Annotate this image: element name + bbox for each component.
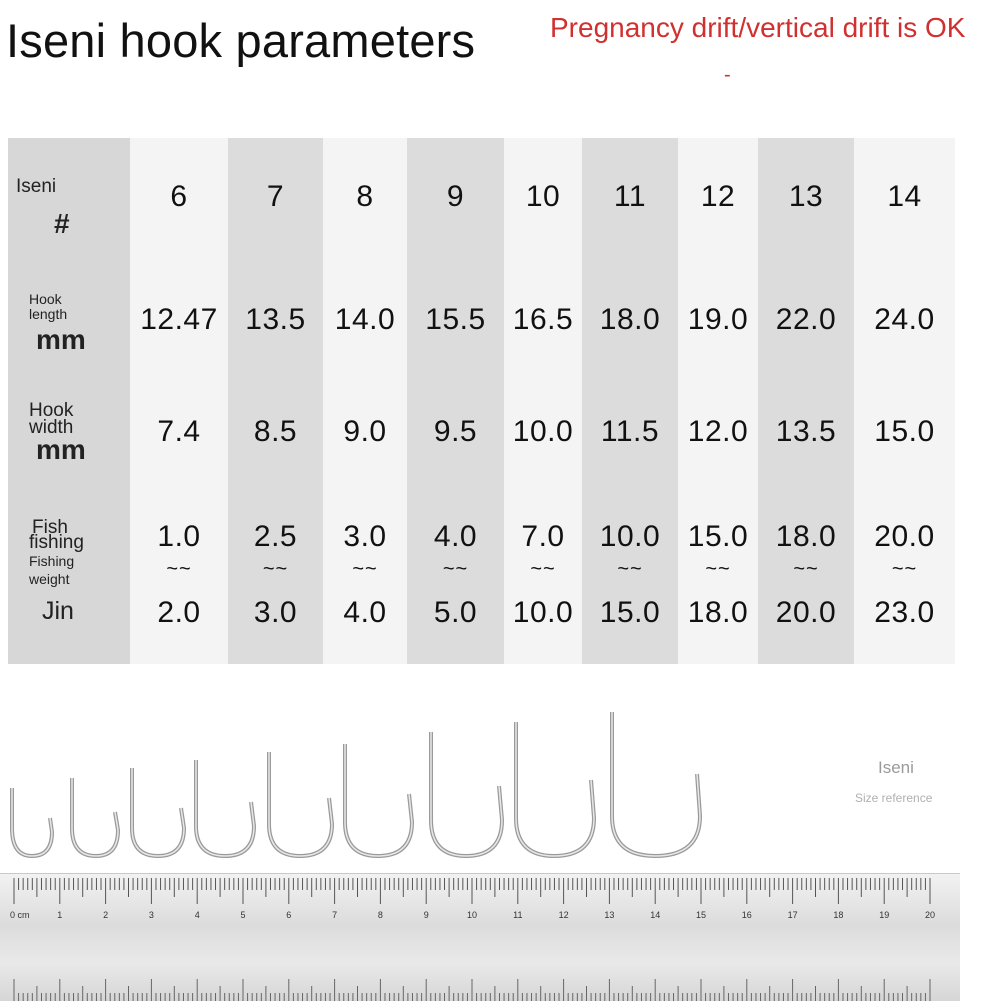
hook-width: 13.5 xyxy=(775,415,837,448)
size-number: 11 xyxy=(613,180,647,213)
weight-max: 18.0 xyxy=(687,596,749,629)
ruler-label: 15 xyxy=(695,910,707,920)
hook-width: 9.0 xyxy=(343,415,387,448)
hook-length: 18.0 xyxy=(599,303,661,336)
ruler-label: 13 xyxy=(604,910,615,920)
column-size-7 xyxy=(228,138,323,664)
weight-min: 20.0 xyxy=(874,520,935,553)
hook-parameter-table xyxy=(8,138,955,664)
hook-width: 10.0 xyxy=(512,415,574,448)
weight-range-tilde: ~~ xyxy=(793,558,819,580)
hook-icon xyxy=(516,722,594,856)
label-fish-1: Fish xyxy=(32,517,68,538)
ruler-label: 1 xyxy=(57,910,63,920)
weight-max: 3.0 xyxy=(253,596,298,629)
weight-max: 15.0 xyxy=(599,596,661,629)
ruler-label: 5 xyxy=(240,910,246,920)
label-length-unit: mm xyxy=(36,324,86,355)
weight-max: 23.0 xyxy=(874,596,935,629)
size-number: 6 xyxy=(170,180,188,213)
label-hash: # xyxy=(54,208,70,239)
column-size-13 xyxy=(758,138,854,664)
hook-length: 22.0 xyxy=(775,303,837,336)
weight-range-tilde: ~~ xyxy=(891,558,918,580)
weight-range-tilde: ~~ xyxy=(530,558,556,580)
ruler-label: 10 xyxy=(466,910,478,920)
hook-width: 12.0 xyxy=(687,415,749,448)
page-title: Iseni hook parameters xyxy=(6,14,476,67)
hook-width: 15.0 xyxy=(874,415,935,448)
hook-length: 16.5 xyxy=(512,303,574,336)
weight-min: 3.0 xyxy=(343,520,387,553)
ruler-label: 3 xyxy=(148,910,154,920)
ruler-unit-label: 0 cm xyxy=(10,910,30,920)
label-weight-unit: Jin xyxy=(42,597,74,625)
weight-max: 20.0 xyxy=(775,596,837,629)
label-iseni: Iseni xyxy=(16,176,57,197)
column-size-8 xyxy=(323,138,407,664)
ruler xyxy=(0,873,960,1001)
column-size-11 xyxy=(582,138,678,664)
ruler-label: 17 xyxy=(787,910,798,920)
hook-length: 15.5 xyxy=(425,303,486,336)
weight-max: 4.0 xyxy=(343,596,387,629)
weight-min: 15.0 xyxy=(687,520,749,553)
ruler-label: 9 xyxy=(423,910,429,920)
hook-size-illustration xyxy=(0,700,720,870)
ruler-label: 12 xyxy=(558,910,569,920)
size-number: 10 xyxy=(525,180,561,213)
label-hook-width-2: width xyxy=(29,417,74,438)
hook-length: 19.0 xyxy=(687,303,749,336)
label-hook-length-2: length xyxy=(29,306,68,322)
hook-icon xyxy=(269,752,332,856)
weight-max: 2.0 xyxy=(157,596,201,629)
weight-range-tilde: ~~ xyxy=(166,558,192,580)
weight-min: 18.0 xyxy=(775,520,837,553)
hook-length: 13.5 xyxy=(245,303,306,336)
label-fish-3: Fishing xyxy=(29,553,75,569)
ruler-label: 11 xyxy=(513,910,523,920)
size-number: 8 xyxy=(356,180,374,213)
brand-label: Iseni xyxy=(878,758,914,777)
hook-icon xyxy=(72,778,118,856)
note-dash: - xyxy=(724,64,731,86)
weight-range-tilde: ~~ xyxy=(262,558,289,580)
hook-icon xyxy=(345,744,412,856)
weight-range-tilde: ~~ xyxy=(352,558,378,580)
hook-width: 9.5 xyxy=(433,415,478,448)
row-labels-column xyxy=(8,138,130,664)
ruler-label: 20 xyxy=(924,910,936,920)
ruler-label: 7 xyxy=(332,910,338,920)
hook-width: 7.4 xyxy=(157,415,201,448)
note-text: Pregnancy drift/vertical drift is OK xyxy=(550,12,966,43)
size-number: 7 xyxy=(266,180,285,213)
weight-range-tilde: ~~ xyxy=(442,558,469,580)
size-number: 13 xyxy=(788,180,824,213)
column-size-6 xyxy=(130,138,228,664)
ruler-label: 4 xyxy=(194,910,200,920)
hook-width: 11.5 xyxy=(600,415,660,448)
weight-max: 10.0 xyxy=(512,596,574,629)
ruler-label: 14 xyxy=(650,910,661,920)
size-number: 12 xyxy=(700,180,736,213)
size-number: 9 xyxy=(446,180,465,213)
weight-min: 2.5 xyxy=(253,520,298,553)
label-hook-width-1: Hook xyxy=(29,400,74,421)
column-size-14 xyxy=(854,138,955,664)
column-size-12 xyxy=(678,138,758,664)
ruler-label: 6 xyxy=(286,910,292,920)
hook-icon xyxy=(431,732,502,856)
column-size-9 xyxy=(407,138,504,664)
hook-icon xyxy=(132,768,184,856)
weight-range-tilde: ~~ xyxy=(705,558,731,580)
hook-length: 14.0 xyxy=(334,303,396,336)
label-width-unit: mm xyxy=(36,434,86,465)
weight-min: 10.0 xyxy=(599,520,661,553)
ruler-label: 16 xyxy=(741,910,752,920)
hook-icon xyxy=(196,760,254,856)
size-reference-label: Size reference xyxy=(855,791,933,805)
hook-width: 8.5 xyxy=(253,415,298,448)
label-fish-4: weight xyxy=(29,571,70,587)
ruler-scale xyxy=(0,874,960,1001)
label-hook-length-1: Hook xyxy=(29,291,62,307)
ruler-label: 19 xyxy=(879,910,890,920)
size-number: 14 xyxy=(887,180,922,213)
weight-range-tilde: ~~ xyxy=(617,558,643,580)
ruler-label: 2 xyxy=(103,910,109,920)
label-fish-2: fishing xyxy=(29,532,84,553)
column-size-10 xyxy=(504,138,582,664)
hook-length: 24.0 xyxy=(874,303,935,336)
hook-icon xyxy=(612,712,700,856)
ruler-label: 18 xyxy=(833,910,844,920)
hook-length: 12.47 xyxy=(140,303,218,336)
weight-min: 7.0 xyxy=(521,520,565,553)
hook-icon xyxy=(12,788,52,856)
weight-min: 4.0 xyxy=(433,520,478,553)
ruler-label: 8 xyxy=(377,910,383,920)
weight-max: 5.0 xyxy=(433,596,478,629)
weight-min: 1.0 xyxy=(157,520,201,553)
